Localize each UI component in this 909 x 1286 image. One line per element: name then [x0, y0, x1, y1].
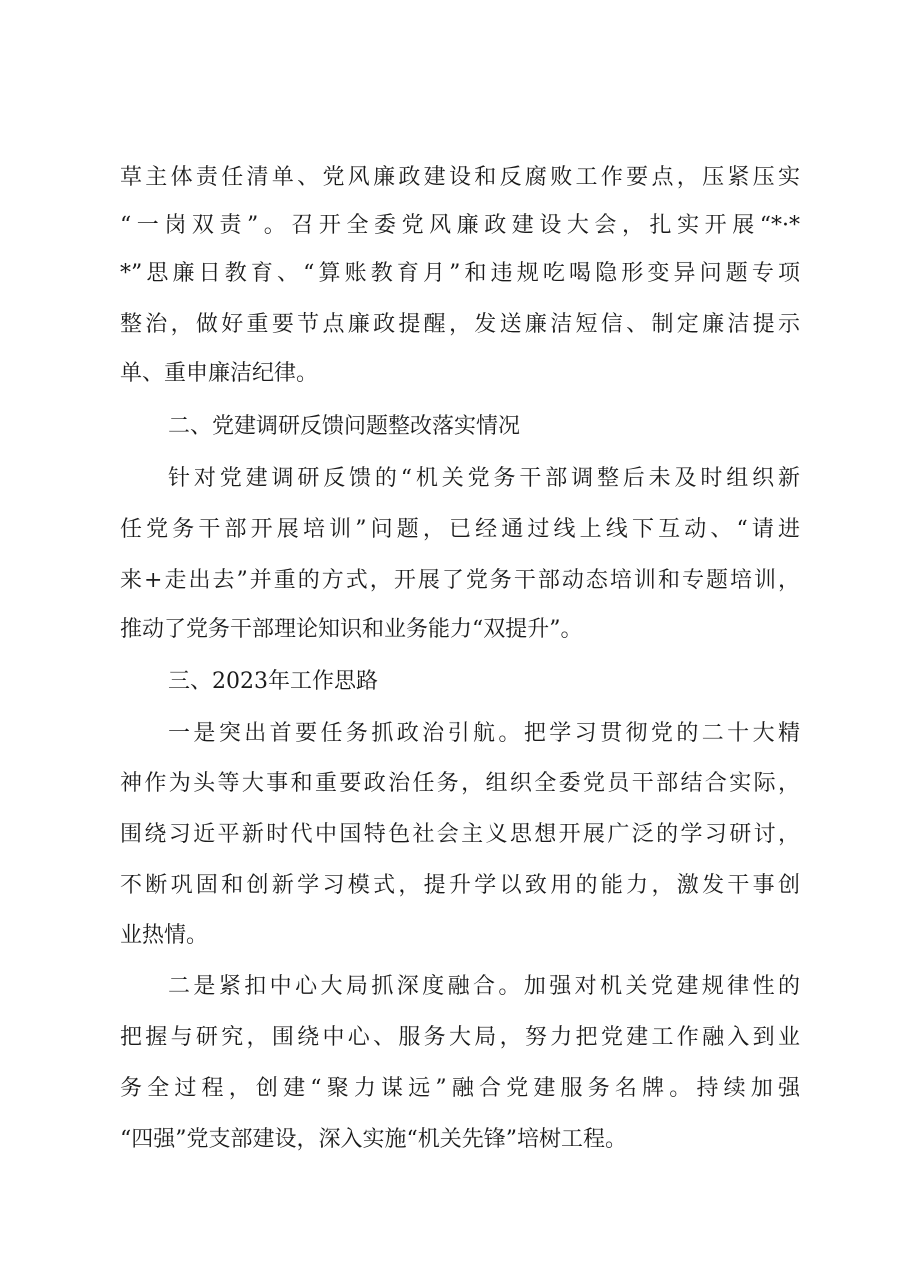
section-heading: 二、党建调研反馈问题整改落实情况	[168, 414, 521, 439]
paragraph-line: 不断巩固和创新学习模式，提升学以致用的能力，激发干事创	[120, 873, 800, 898]
paragraph-line: 来+走出去”并重的方式，开展了党务干部动态培训和专题培训，	[120, 568, 800, 593]
paragraph-line: *”思廉日教育、“算账教育月”和违规吃喝隐形变异问题专项	[120, 261, 800, 286]
paragraph-line: 整治，做好重要节点廉政提醒，发送廉洁短信、制定廉洁提示	[120, 312, 800, 337]
paragraph-line: 务全过程，创建“聚力谋远”融合党建服务名牌。持续加强	[120, 1076, 800, 1101]
paragraph-line: 二是紧扣中心大局抓深度融合。加强对机关党建规律性的	[168, 974, 800, 999]
paragraph-line: 把握与研究，围绕中心、服务大局，努力把党建工作融入到业	[120, 1025, 800, 1050]
paragraph-line: “四强”党支部建设，深入实施“机关先锋”培树工程。	[120, 1127, 627, 1152]
paragraph-line: 单、重申廉洁纪律。	[120, 361, 319, 386]
paragraph-line: “一岗双责”。召开全委党风廉政建设大会，扎实开展“*·*	[120, 213, 800, 238]
paragraph-line: 围绕习近平新时代中国特色社会主义思想开展广泛的学习研讨，	[120, 822, 800, 847]
paragraph-line: 业热情。	[120, 923, 209, 948]
paragraph-line: 神作为头等大事和重要政治任务，组织全委党员干部结合实际，	[120, 771, 800, 796]
section-heading: 三、2023年工作思路	[168, 669, 378, 694]
paragraph-line: 针对党建调研反馈的“机关党务干部调整后未及时组织新	[168, 466, 800, 491]
paragraph-line: 草主体责任清单、党风廉政建设和反腐败工作要点，压紧压实	[120, 165, 800, 190]
paragraph-line: 一是突出首要任务抓政治引航。把学习贯彻党的二十大精	[168, 721, 800, 746]
paragraph-line: 推动了党务干部理论知识和业务能力“双提升”。	[120, 617, 583, 642]
paragraph-line: 任党务干部开展培训”问题，已经通过线上线下互动、“请进	[120, 517, 800, 542]
